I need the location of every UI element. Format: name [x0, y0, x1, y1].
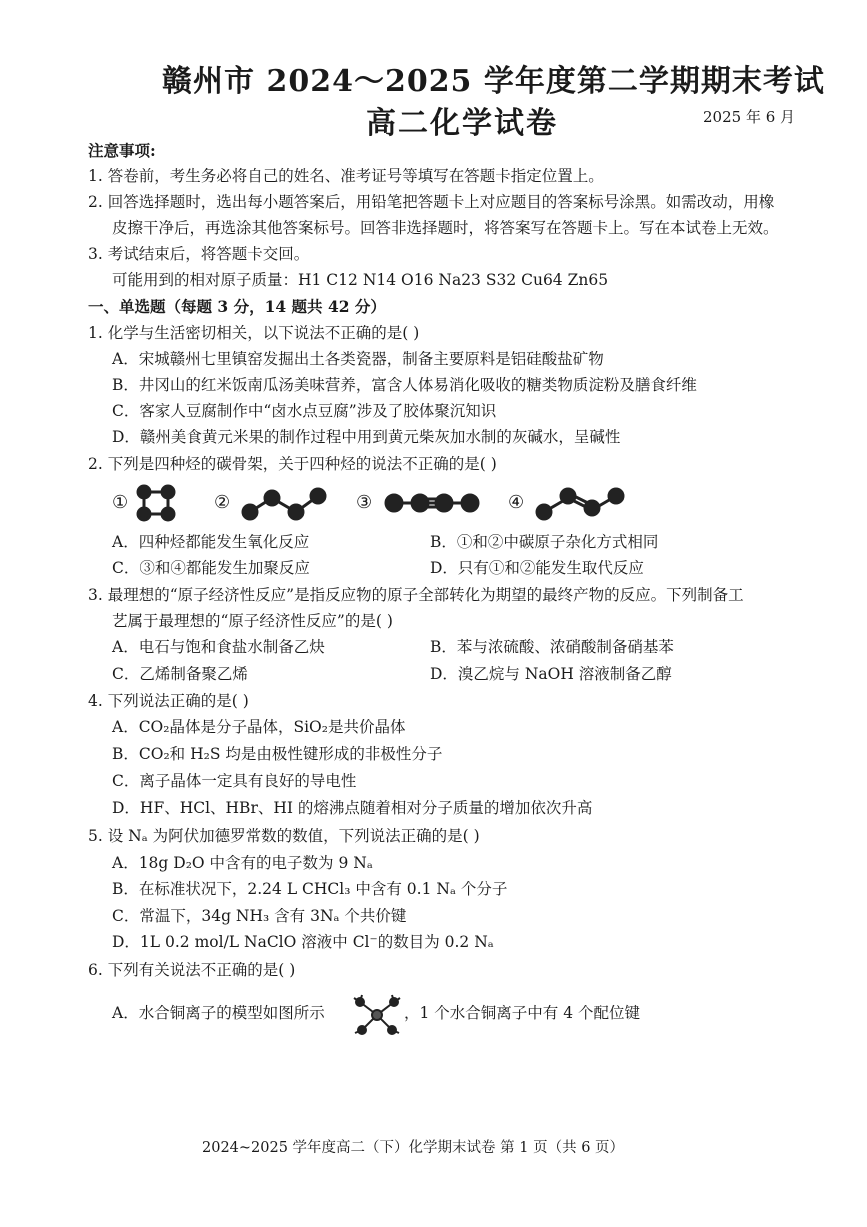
q3-option-d: D．溴乙烷与 NaOH 溶液制备乙醇	[430, 665, 672, 683]
q5-option-a: A．18g D₂O 中含有的电子数为 9 Nₐ	[112, 854, 373, 872]
q3-stem-cont: 艺属于最理想的“原子经济性反应”的是( )	[112, 612, 393, 630]
q3-option-a: A．电石与饱和食盐水制备乙炔	[112, 638, 325, 656]
butadiyne-skeleton	[382, 484, 482, 522]
notes-heading: 注意事项:	[88, 141, 156, 160]
q1-stem: 1. 化学与生活密切相关，以下说法不正确的是( )	[88, 324, 420, 342]
q5-option-d: D．1L 0.2 mol/L NaClO 溶液中 Cl⁻的数目为 0.2 Nₐ	[112, 933, 494, 951]
exam-date: 2025 年 6 月	[703, 108, 796, 126]
q4-stem: 4. 下列说法正确的是( )	[88, 692, 249, 710]
q2-option-c: C．③和④都能发生加聚反应	[112, 559, 310, 577]
q2-option-b: B．①和②中碳原子杂化方式相同	[430, 533, 659, 551]
note-item-3: 3. 考试结束后，将答题卡交回。	[88, 245, 310, 263]
butene-skeleton	[532, 484, 632, 522]
q4-option-b: B．CO₂和 H₂S 均是由极性键形成的非极性分子	[112, 745, 443, 763]
exam-title: 赣州市 2024～2025 学年度第二学期期末考试	[162, 64, 825, 99]
q1-option-c: C．客家人豆腐制作中“卤水点豆腐”涉及了胶体聚沉知识	[112, 402, 497, 420]
q3-option-c: C．乙烯制备聚乙烯	[112, 665, 248, 683]
q2-stem: 2. 下列是四种烃的碳骨架，关于四种烃的说法不正确的是( )	[88, 455, 497, 473]
exam-subtitle: 高二化学试卷	[366, 106, 558, 141]
q6-stem: 6. 下列有关说法不正确的是( )	[88, 961, 296, 979]
section-heading: 一、单选题（每题 3 分，14 题共 42 分）	[88, 297, 386, 316]
q6-option-a-text: A．水合铜离子的模型如图所示	[112, 1004, 325, 1022]
q1-option-d: D．赣州美食黄元米果的制作过程中用到黄元柴灰加水制的灰碱水，呈碱性	[112, 428, 621, 446]
q5-option-b: B．在标准状况下，2.24 L CHCl₃ 中含有 0.1 Nₐ 个分子	[112, 880, 508, 898]
note-item-2-cont: 皮擦干净后，再选涂其他答案标号。回答非选择题时，将答案写在答题卡上。写在本试卷上无效。	[112, 219, 779, 237]
q4-option-a: A．CO₂晶体是分子晶体，SiO₂是共价晶体	[112, 718, 406, 736]
q3-option-b: B．苯与浓硫酸、浓硝酸制备硝基苯	[430, 638, 674, 656]
label-3: ③	[356, 492, 373, 513]
label-2: ②	[214, 492, 231, 513]
q1-option-b: B．井冈山的红米饭南瓜汤美味营养，富含人体易消化吸收的糖类物质淀粉及膳食纤维	[112, 376, 697, 394]
hydrated-copper-ion-model-icon	[352, 994, 402, 1036]
note-item-2: 2. 回答选择题时，选出每小题答案后，用铅笔把答题卡上对应题目的答案标号涂黑。如需改动，用橡	[88, 193, 775, 211]
q3-stem: 3. 最理想的“原子经济性反应”是指反应物的原子全部转化为期望的最终产物的反应。下列制备工	[88, 586, 744, 604]
atomic-masses: 可能用到的相对原子质量：H1 C12 N14 O16 Na23 S32 Cu64 Zn65	[112, 271, 609, 289]
q1-option-a: A．宋城赣州七里镇窑发掘出土各类瓷器，制备主要原料是铝硅酸盐矿物	[112, 350, 604, 368]
cyclobutane-skeleton	[136, 484, 180, 522]
label-4: ④	[508, 492, 525, 513]
q2-option-d: D．只有①和②能发生取代反应	[430, 559, 644, 577]
q4-option-d: D．HF、HCl、HBr、HI 的熔沸点随着相对分子质量的增加依次升高	[112, 799, 593, 817]
q4-option-c: C．离子晶体一定具有良好的导电性	[112, 772, 357, 790]
carbon-skeleton-figures	[112, 484, 632, 522]
q5-stem: 5. 设 Nₐ 为阿伏加德罗常数的数值，下列说法正确的是( )	[88, 827, 480, 845]
label-1: ①	[112, 492, 129, 513]
butane-skeleton	[240, 484, 332, 522]
q6-option-a-text-cont: ，1 个水合铜离子中有 4 个配位键	[404, 1004, 641, 1022]
q5-option-c: C．常温下，34g NH₃ 含有 3Nₐ 个共价键	[112, 907, 407, 925]
q2-option-a: A．四种烃都能发生氧化反应	[112, 533, 310, 551]
note-item-1: 1. 答卷前，考生务必将自己的姓名、准考证号等填写在答题卡指定位置上。	[88, 167, 604, 185]
page-footer: 2024~2025 学年度高二（下）化学期末试卷 第 1 页（共 6 页）	[202, 1140, 625, 1156]
